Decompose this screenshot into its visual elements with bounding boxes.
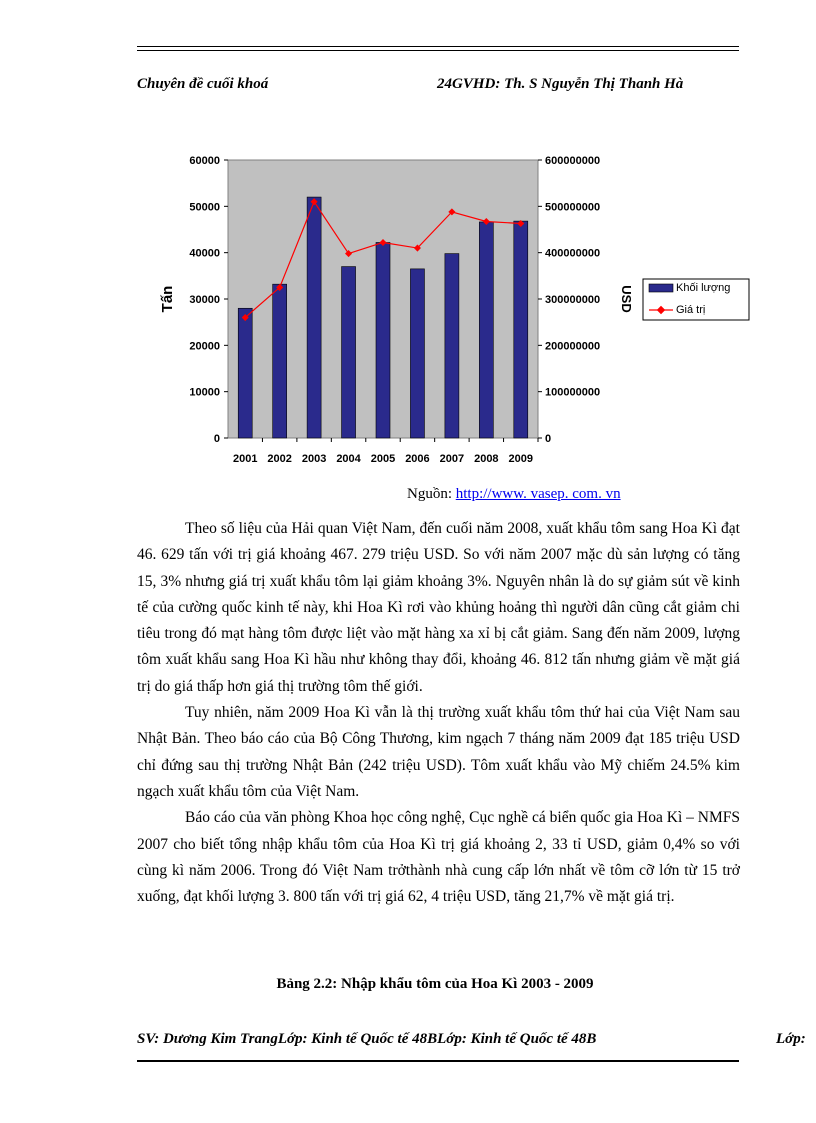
x-tick-label-2005: 2005 xyxy=(370,453,396,465)
bar-khoi-luong-2001 xyxy=(238,308,252,438)
legend-swatch-khoi-luong xyxy=(649,284,673,292)
paragraph-1: Theo số liệu của Hải quan Việt Nam, đến cuối năm 2008, xuất khẩu tôm sang Hoa Kì đạt 46. 629 tấn với trị giá khoảng 467. 279 triệu USD. So với năm 2007 mặc dù sản lượng có tăng 15, 3% nhưng giá trị xuất khẩu tôm lại giảm khoảng 3%. Nguyên nhân là do sự giảm sút về kinh tế của cường quốc kinh tế này, khi Hoa Kì rơi vào khủng hoảng thì người dân cũng cắt giảm chi tiêu trong đó mạt hàng tôm được liệt vào mặt hàng xa xỉ bị cắt giảm. Sang đến năm 2009, lượng tôm xuất khẩu sang Hoa Kì hầu như không thay đổi, khoảng 46. 812 tấn nhưng giảm về mặt giá trị do giá thấp hơn giá thị trường tôm thế giới. xyxy=(137,520,740,695)
x-tick-label-2007: 2007 xyxy=(439,453,465,465)
bar-khoi-luong-2006 xyxy=(410,269,424,438)
y-tick-label: 0 xyxy=(213,433,220,445)
y-tick-label: 50000 xyxy=(189,201,220,214)
bar-khoi-luong-2003 xyxy=(307,197,321,438)
y2-axis-label: USD xyxy=(619,285,634,313)
bar-khoi-luong-2008 xyxy=(479,222,493,438)
x-tick-label-2002: 2002 xyxy=(267,453,292,465)
y-tick-label: 20000 xyxy=(189,340,220,353)
paragraph-2: Tuy nhiên, năm 2009 Hoa Kì vẫn là thị trường xuất khẩu tôm thứ hai của Việt Nam sau Nhật Bản. Theo báo cáo của Bộ Công Thương, kim ngạch 7 tháng năm 2009 đạt 185 triệu USD chỉ đứng sau thị trường Nhật Bản (242 triệu USD). Tôm xuất khẩu vào Mỹ chiếm 24.5% kim ngạch xuất khẩu tôm của Việt Nam. xyxy=(137,704,740,800)
y2-tick-label: 500000000 xyxy=(545,201,601,214)
source-label: Nguồn: xyxy=(407,486,452,502)
bar-khoi-luong-2007 xyxy=(445,254,459,438)
legend-label-khoi-luong: Khối lượng xyxy=(676,282,731,294)
header-title: Chuyên đề cuối khoá xyxy=(137,76,269,92)
body-text xyxy=(137,516,740,910)
footer-class: Lớp: xyxy=(776,1031,806,1047)
legend-label-gia-tri: Giá trị xyxy=(676,304,706,316)
y2-tick-label: 200000000 xyxy=(545,340,601,353)
header-advisor: 24GVHD: Th. S Nguyễn Thị Thanh Hà xyxy=(437,76,684,92)
shrimp-export-chart xyxy=(150,148,760,473)
header-rule xyxy=(137,46,739,51)
source-link[interactable]: http://www. vasep. com. vn xyxy=(455,486,621,502)
bar-khoi-luong-2005 xyxy=(376,242,390,438)
y2-tick-label: 100000000 xyxy=(545,386,601,399)
y2-tick-label: 400000000 xyxy=(545,247,601,260)
paragraph-3: Báo cáo của văn phòng Khoa học công nghệ, Cục nghề cá biển quốc gia Hoa Kì – NMFS 2007 cho biết tổng nhập khẩu tôm của Hoa Kì trị giá khoảng 2, 33 tỉ USD, giảm 0,4% so với cùng kì năm 2006. Trong đó Việt Nam trởthành nhà cung cấp lớn nhất về tôm cỡ lớn từ 15 trở xuống, đạt khối lượng 3. 800 tấn với trị giá 62, 4 triệu USD, tăng 21,7% về mặt giá trị. xyxy=(137,809,740,906)
y2-tick-label: 600000000 xyxy=(545,155,601,167)
footer-student: SV: Dương Kim TrangLớp: Kinh tế Quốc tế 48BLớp: Kinh tế Quốc tế 48B xyxy=(137,1031,597,1047)
x-tick-label-2004: 2004 xyxy=(336,453,361,465)
x-tick-label-2003: 2003 xyxy=(301,453,327,465)
x-tick-label-2001: 2001 xyxy=(232,453,258,465)
y-tick-label: 40000 xyxy=(189,247,220,260)
chart-legend xyxy=(643,279,749,320)
y2-tick-label: 0 xyxy=(545,433,552,445)
y-tick-label: 60000 xyxy=(189,155,220,167)
x-tick-label-2006: 2006 xyxy=(405,453,430,465)
bar-khoi-luong-2009 xyxy=(514,221,528,438)
y2-tick-label: 300000000 xyxy=(545,294,601,306)
source-line xyxy=(407,486,621,503)
table-caption: Bảng 2.2: Nhập khẩu tôm của Hoa Kì 2003 - 2009 xyxy=(276,976,594,992)
x-tick-label-2009: 2009 xyxy=(508,453,534,465)
bar-khoi-luong-2004 xyxy=(342,267,356,438)
x-tick-label-2008: 2008 xyxy=(474,453,499,465)
y-axis-label: Tấn xyxy=(159,285,176,313)
y-tick-label: 10000 xyxy=(189,386,220,399)
y-tick-label: 30000 xyxy=(189,294,220,306)
bar-khoi-luong-2002 xyxy=(273,284,287,438)
footer-rule xyxy=(137,1060,739,1062)
